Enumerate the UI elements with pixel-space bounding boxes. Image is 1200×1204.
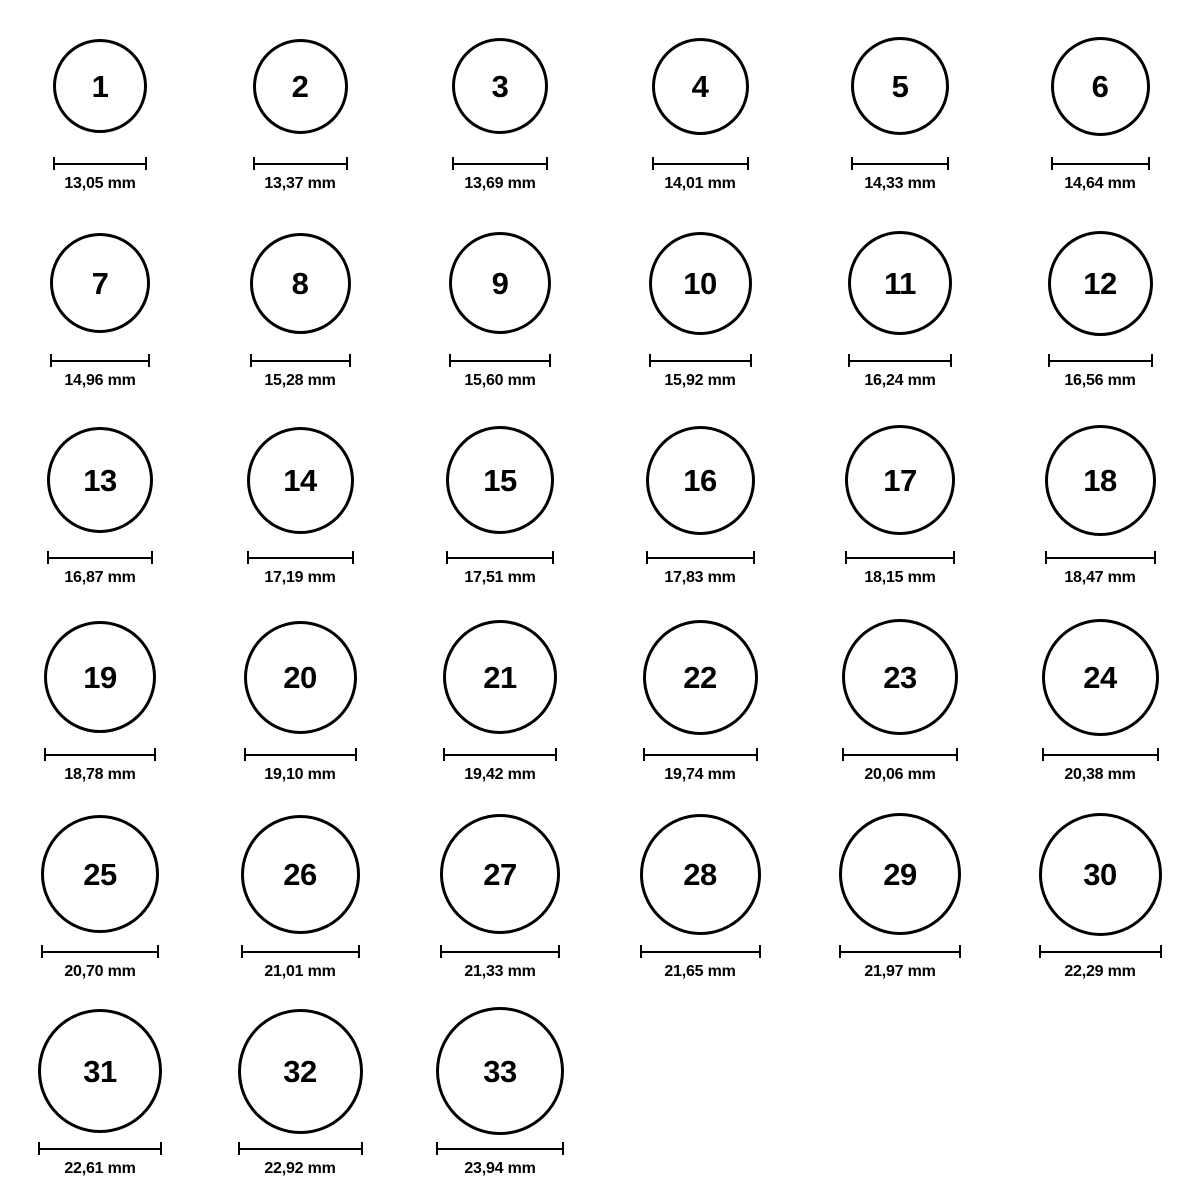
diameter-measure-bar [238, 1142, 363, 1155]
ring-circle-wrap [449, 219, 551, 347]
ring-circle [1039, 813, 1162, 936]
ring-circle [44, 621, 156, 733]
ring-size-number: 16 [683, 462, 717, 498]
ring-circle-wrap [241, 810, 360, 938]
ring-size-cell [0, 22, 200, 219]
diameter-label: 19,42 mm [464, 766, 536, 783]
diameter-measure-bar [1048, 354, 1153, 367]
ring-size-number: 27 [483, 856, 517, 892]
ring-size-cell [600, 416, 800, 613]
measure-cap-left [244, 748, 246, 761]
ring-size-cell [600, 219, 800, 416]
ring-size-number: 25 [83, 856, 117, 892]
ring-size-number: 11 [884, 265, 916, 301]
measure-cap-left [241, 945, 243, 958]
ring-circle-wrap [643, 613, 758, 741]
ring-size-cell [1000, 22, 1200, 219]
ring-circle [649, 232, 752, 335]
measure-cap-right [352, 551, 354, 564]
ring-size-number: 26 [283, 856, 317, 892]
diameter-measure-bar [646, 551, 755, 564]
measure-line [452, 163, 548, 165]
measure-cap-right [956, 748, 958, 761]
diameter-measure-bar [842, 748, 958, 761]
measure-cap-right [151, 551, 153, 564]
measure-cap-left [851, 157, 853, 170]
measure-cap-left [449, 354, 451, 367]
measure-cap-right [747, 157, 749, 170]
measure-line [238, 1148, 363, 1150]
measure-cap-left [1051, 157, 1053, 170]
ring-size-number: 7 [91, 265, 109, 301]
measure-line [446, 557, 554, 559]
diameter-label: 14,33 mm [864, 175, 936, 192]
diameter-measure-bar [452, 157, 548, 170]
ring-size-cell [200, 219, 400, 416]
measure-line [1042, 754, 1159, 756]
measure-cap-left [643, 748, 645, 761]
measure-cap-right [361, 1142, 363, 1155]
measure-cap-right [1157, 748, 1159, 761]
diameter-label: 13,37 mm [264, 175, 336, 192]
measure-line [250, 360, 351, 362]
diameter-measure-bar [53, 157, 147, 170]
ring-circle [50, 233, 150, 333]
ring-size-number: 15 [483, 462, 517, 498]
ring-circle [646, 426, 755, 535]
measure-cap-right [1160, 945, 1162, 958]
diameter-label: 20,70 mm [64, 963, 136, 980]
ring-size-number: 5 [891, 68, 909, 104]
ring-size-number: 22 [683, 659, 717, 695]
ring-size-cell [600, 613, 800, 810]
ring-circle-wrap [845, 416, 955, 544]
diameter-measure-bar [1042, 748, 1159, 761]
measure-cap-right [1148, 157, 1150, 170]
diameter-label: 23,94 mm [464, 1160, 536, 1177]
diameter-measure-bar [640, 945, 761, 958]
measure-cap-right [552, 551, 554, 564]
ring-size-cell [400, 219, 600, 416]
diameter-label: 15,28 mm [264, 372, 336, 389]
diameter-label: 17,19 mm [264, 569, 336, 586]
ring-size-cell [0, 416, 200, 613]
measure-cap-right [145, 157, 147, 170]
diameter-measure-bar [241, 945, 360, 958]
ring-circle [241, 815, 360, 934]
ring-circle [1042, 619, 1159, 736]
ring-circle-wrap [839, 810, 961, 938]
ring-size-cell [400, 22, 600, 219]
measure-cap-left [47, 551, 49, 564]
measure-line [38, 1148, 162, 1150]
ring-size-cell [200, 1007, 400, 1204]
measure-line [440, 951, 560, 953]
ring-size-number: 19 [83, 659, 117, 695]
ring-circle [839, 813, 961, 935]
ring-circle-wrap [1039, 810, 1162, 938]
measure-cap-left [845, 551, 847, 564]
ring-circle-wrap [1042, 613, 1159, 741]
ring-size-number: 9 [491, 265, 509, 301]
ring-circle [652, 38, 749, 135]
measure-cap-left [44, 748, 46, 761]
ring-circle-wrap [652, 22, 749, 150]
diameter-measure-bar [449, 354, 551, 367]
ring-size-number: 31 [83, 1053, 117, 1089]
diameter-measure-bar [649, 354, 752, 367]
measure-line [449, 360, 551, 362]
ring-circle [244, 621, 357, 734]
ring-size-cell [0, 219, 200, 416]
ring-size-cell [400, 1007, 600, 1204]
measure-cap-left [38, 1142, 40, 1155]
measure-cap-right [546, 157, 548, 170]
measure-cap-right [947, 157, 949, 170]
diameter-measure-bar [1051, 157, 1150, 170]
diameter-measure-bar [440, 945, 560, 958]
ring-size-number: 20 [283, 659, 317, 695]
measure-cap-right [358, 945, 360, 958]
ring-size-cell [1000, 219, 1200, 416]
diameter-label: 14,64 mm [1064, 175, 1136, 192]
diameter-measure-bar [851, 157, 949, 170]
measure-line [839, 951, 961, 953]
diameter-measure-bar [250, 354, 351, 367]
measure-cap-right [750, 354, 752, 367]
measure-cap-right [1151, 354, 1153, 367]
ring-size-cell [0, 1007, 200, 1204]
diameter-label: 20,06 mm [864, 766, 936, 783]
diameter-label: 13,69 mm [464, 175, 536, 192]
ring-circle-wrap [452, 22, 548, 150]
ring-circle-wrap [50, 219, 150, 347]
measure-line [44, 754, 156, 756]
ring-size-number: 32 [283, 1053, 317, 1089]
diameter-label: 15,60 mm [464, 372, 536, 389]
measure-line [646, 557, 755, 559]
ring-size-number: 10 [683, 265, 717, 301]
measure-line [241, 951, 360, 953]
measure-cap-left [250, 354, 252, 367]
diameter-measure-bar [1045, 551, 1156, 564]
measure-cap-left [53, 157, 55, 170]
diameter-label: 18,78 mm [64, 766, 136, 783]
measure-cap-right [756, 748, 758, 761]
diameter-label: 19,74 mm [664, 766, 736, 783]
diameter-measure-bar [247, 551, 354, 564]
measure-cap-right [148, 354, 150, 367]
ring-size-cell [800, 219, 1000, 416]
ring-circle-wrap [649, 219, 752, 347]
ring-size-number: 30 [1083, 856, 1117, 892]
measure-cap-left [646, 551, 648, 564]
measure-cap-right [753, 551, 755, 564]
ring-circle-wrap [44, 613, 156, 741]
ring-circle-wrap [244, 613, 357, 741]
ring-size-number: 6 [1091, 68, 1109, 104]
measure-line [845, 557, 955, 559]
measure-cap-right [355, 748, 357, 761]
ring-circle-wrap [47, 416, 153, 544]
diameter-label: 21,33 mm [464, 963, 536, 980]
ring-circle-wrap [53, 22, 147, 150]
diameter-measure-bar [41, 945, 159, 958]
ring-size-cell [800, 22, 1000, 219]
measure-cap-left [253, 157, 255, 170]
diameter-label: 19,10 mm [264, 766, 336, 783]
measure-cap-left [41, 945, 43, 958]
measure-cap-left [1042, 748, 1044, 761]
ring-circle-wrap [436, 1007, 564, 1135]
measure-cap-left [443, 748, 445, 761]
diameter-measure-bar [848, 354, 952, 367]
measure-cap-left [842, 748, 844, 761]
diameter-label: 22,29 mm [1064, 963, 1136, 980]
measure-cap-left [452, 157, 454, 170]
measure-line [1039, 951, 1162, 953]
ring-circle [842, 619, 958, 735]
measure-cap-left [848, 354, 850, 367]
ring-circle [38, 1009, 162, 1133]
diameter-label: 18,47 mm [1064, 569, 1136, 586]
measure-line [1051, 163, 1150, 165]
measure-line [244, 754, 357, 756]
diameter-measure-bar [443, 748, 557, 761]
ring-size-cell [0, 613, 200, 810]
diameter-label: 14,96 mm [64, 372, 136, 389]
ring-size-cell [600, 22, 800, 219]
diameter-label: 22,92 mm [264, 1160, 336, 1177]
ring-size-number: 3 [491, 68, 509, 104]
measure-cap-right [558, 945, 560, 958]
diameter-label: 21,97 mm [864, 963, 936, 980]
diameter-measure-bar [845, 551, 955, 564]
ring-size-cell [1000, 810, 1200, 1007]
measure-line [649, 360, 752, 362]
diameter-measure-bar [50, 354, 150, 367]
ring-circle [253, 39, 348, 134]
ring-size-number: 12 [1083, 265, 1117, 301]
ring-size-cell [200, 22, 400, 219]
measure-line [652, 163, 749, 165]
measure-line [53, 163, 147, 165]
diameter-measure-bar [38, 1142, 162, 1155]
measure-line [41, 951, 159, 953]
ring-circle [452, 38, 548, 134]
diameter-measure-bar [839, 945, 961, 958]
ring-circle [436, 1007, 564, 1135]
diameter-measure-bar [446, 551, 554, 564]
ring-circle [443, 620, 557, 734]
ring-size-number: 2 [291, 68, 309, 104]
diameter-measure-bar [652, 157, 749, 170]
ring-size-cell [800, 810, 1000, 1007]
measure-cap-left [50, 354, 52, 367]
measure-cap-right [549, 354, 551, 367]
measure-cap-right [346, 157, 348, 170]
measure-line [643, 754, 758, 756]
diameter-measure-bar [436, 1142, 564, 1155]
measure-line [253, 163, 348, 165]
measure-cap-left [440, 945, 442, 958]
ring-circle-wrap [41, 810, 159, 938]
ring-size-number: 18 [1083, 462, 1117, 498]
ring-circle [449, 232, 551, 334]
ring-size-cell [1000, 416, 1200, 613]
measure-cap-left [839, 945, 841, 958]
ring-circle [440, 814, 560, 934]
ring-size-cell [600, 810, 800, 1007]
ring-circle [851, 37, 949, 135]
ring-circle-wrap [842, 613, 958, 741]
ring-size-number: 4 [691, 68, 709, 104]
ring-circle-wrap [1051, 22, 1150, 150]
ring-size-number: 33 [483, 1053, 517, 1089]
ring-circle [1045, 425, 1156, 536]
diameter-label: 18,15 mm [864, 569, 936, 586]
diameter-measure-bar [47, 551, 153, 564]
measure-cap-left [1039, 945, 1041, 958]
ring-circle [53, 39, 147, 133]
diameter-label: 17,51 mm [464, 569, 536, 586]
measure-cap-right [950, 354, 952, 367]
ring-circle [41, 815, 159, 933]
measure-line [842, 754, 958, 756]
ring-size-cell [800, 416, 1000, 613]
ring-circle [1048, 231, 1153, 336]
ring-circle [247, 427, 354, 534]
diameter-label: 17,83 mm [664, 569, 736, 586]
ring-circle-wrap [440, 810, 560, 938]
measure-line [50, 360, 150, 362]
ring-size-number: 17 [883, 462, 917, 498]
measure-line [1048, 360, 1153, 362]
ring-circle-wrap [446, 416, 554, 544]
diameter-measure-bar [1039, 945, 1162, 958]
diameter-label: 16,56 mm [1064, 372, 1136, 389]
diameter-label: 21,65 mm [664, 963, 736, 980]
ring-size-cell [200, 416, 400, 613]
measure-cap-right [759, 945, 761, 958]
measure-cap-right [562, 1142, 564, 1155]
measure-line [443, 754, 557, 756]
diameter-label: 13,05 mm [64, 175, 136, 192]
measure-cap-right [1154, 551, 1156, 564]
ring-circle [1051, 37, 1150, 136]
measure-cap-right [349, 354, 351, 367]
ring-circle-wrap [443, 613, 557, 741]
ring-size-cell [800, 613, 1000, 810]
measure-cap-left [1045, 551, 1047, 564]
measure-cap-left [446, 551, 448, 564]
measure-cap-left [436, 1142, 438, 1155]
ring-size-number: 29 [883, 856, 917, 892]
ring-size-number: 24 [1083, 659, 1117, 695]
measure-line [851, 163, 949, 165]
ring-size-number: 23 [883, 659, 917, 695]
diameter-label: 16,87 mm [64, 569, 136, 586]
measure-line [247, 557, 354, 559]
ring-circle [238, 1009, 363, 1134]
ring-circle [845, 425, 955, 535]
diameter-label: 20,38 mm [1064, 766, 1136, 783]
ring-circle [643, 620, 758, 735]
ring-size-number: 21 [483, 659, 517, 695]
ring-circle-wrap [646, 416, 755, 544]
diameter-measure-bar [643, 748, 758, 761]
ring-size-cell [400, 810, 600, 1007]
ring-circle-wrap [247, 416, 354, 544]
diameter-measure-bar [244, 748, 357, 761]
ring-circle [47, 427, 153, 533]
ring-circle-wrap [253, 22, 348, 150]
ring-circle-wrap [38, 1007, 162, 1135]
measure-cap-right [160, 1142, 162, 1155]
measure-line [436, 1148, 564, 1150]
diameter-measure-bar [44, 748, 156, 761]
measure-cap-left [1048, 354, 1050, 367]
ring-size-cell [200, 810, 400, 1007]
ring-circle-wrap [238, 1007, 363, 1135]
diameter-label: 21,01 mm [264, 963, 336, 980]
ring-circle-wrap [250, 219, 351, 347]
measure-cap-left [640, 945, 642, 958]
diameter-label: 16,24 mm [864, 372, 936, 389]
ring-size-cell [400, 613, 600, 810]
ring-size-cell [200, 613, 400, 810]
measure-line [848, 360, 952, 362]
ring-circle-wrap [848, 219, 952, 347]
ring-size-number: 28 [683, 856, 717, 892]
ring-circle-wrap [851, 22, 949, 150]
measure-line [640, 951, 761, 953]
measure-cap-right [953, 551, 955, 564]
ring-size-cell [0, 810, 200, 1007]
measure-cap-left [247, 551, 249, 564]
measure-cap-right [154, 748, 156, 761]
measure-cap-right [157, 945, 159, 958]
ring-size-number: 13 [83, 462, 117, 498]
measure-cap-left [652, 157, 654, 170]
diameter-label: 15,92 mm [664, 372, 736, 389]
measure-line [47, 557, 153, 559]
ring-circle [640, 814, 761, 935]
diameter-measure-bar [253, 157, 348, 170]
measure-cap-right [555, 748, 557, 761]
measure-line [1045, 557, 1156, 559]
ring-size-number: 1 [91, 68, 109, 104]
ring-circle-wrap [1045, 416, 1156, 544]
ring-circle [250, 233, 351, 334]
diameter-label: 22,61 mm [64, 1160, 136, 1177]
measure-cap-right [959, 945, 961, 958]
ring-size-number: 14 [283, 462, 317, 498]
ring-size-cell [1000, 613, 1200, 810]
ring-circle-wrap [640, 810, 761, 938]
ring-circle [446, 426, 554, 534]
ring-circle-wrap [1048, 219, 1153, 347]
diameter-label: 14,01 mm [664, 175, 736, 192]
ring-size-number: 8 [291, 265, 309, 301]
ring-size-cell [400, 416, 600, 613]
measure-cap-left [238, 1142, 240, 1155]
measure-cap-left [649, 354, 651, 367]
ring-circle [848, 231, 952, 335]
